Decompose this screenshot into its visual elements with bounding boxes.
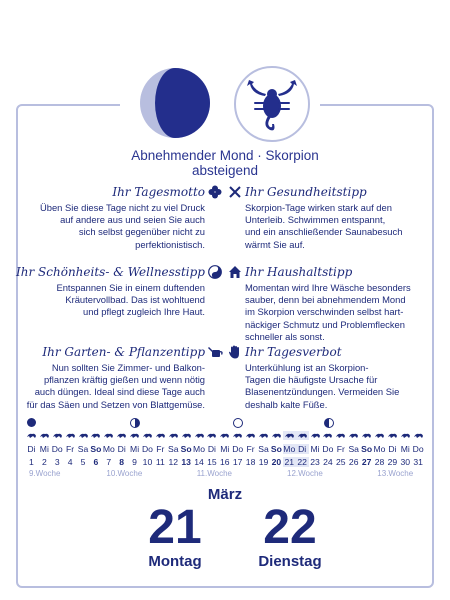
weekday-label: Di: [27, 444, 36, 454]
date-label: 15: [207, 457, 217, 467]
date-label: 5: [80, 457, 86, 467]
weekday-label: Mi: [220, 444, 230, 454]
weekday-label: Fr: [246, 444, 255, 454]
date-label: 21: [284, 457, 295, 467]
zodiac-symbol-icon: [154, 431, 167, 440]
weekday-label: Do: [141, 444, 153, 454]
date-label: 3: [54, 457, 60, 467]
weekday-label: So: [90, 444, 102, 454]
month-name: März: [207, 486, 243, 503]
house-icon: [228, 265, 242, 284]
weekday-label: Fr: [66, 444, 75, 454]
date-label: 8: [119, 457, 125, 467]
date-label: 2: [41, 457, 47, 467]
date-label: 29: [387, 457, 398, 467]
zodiac-symbol-icon: [115, 431, 128, 440]
day-name-left: Montag: [148, 553, 202, 570]
weekday-label: Di: [207, 444, 216, 454]
weekday-label: Do: [322, 444, 334, 454]
gesundheit-title: Ihr Gesundheitstipp: [245, 185, 367, 199]
weekday-label: Sa: [348, 444, 359, 454]
weekday-label: Mo: [102, 444, 115, 454]
weekday-label: Sa: [167, 444, 179, 454]
zodiac-symbol-icon: [180, 431, 193, 440]
zodiac-symbol-icon: [231, 431, 244, 440]
zodiac-symbol-icon: [51, 431, 64, 440]
weekday-row: [25, 444, 425, 454]
clover-icon: [208, 185, 222, 204]
haushalt-title: Ihr Haushaltstipp: [245, 265, 353, 279]
schoenheit-title: Ihr Schönheits- & Wellnesstipp: [16, 265, 205, 279]
date-label: 16: [220, 457, 230, 467]
zodiac-symbol-icon: [141, 431, 154, 440]
date-label: 20: [271, 457, 282, 467]
day-number-right: 22: [263, 501, 317, 554]
weekday-label: Mo: [193, 444, 205, 454]
weekday-label: Mi: [400, 444, 410, 454]
moon-sign-heading: Abnehmender Mond · Skorpion: [131, 148, 319, 163]
tagesmotto-text: Üben Sie diese Tage nicht zu viel Druck auf andere aus und seien Sie auch sich selbst gegenüber nicht zu perfektionistisch.: [39, 202, 205, 250]
zodiac-symbol-icon: [309, 431, 322, 440]
garten-text: Nun sollten Sie Zimmer- und Balkon- pflanzen kräftig gießen und wenn nötig auch düngen. Ideal sind diese Tage auch für das Säen und Setzen von Blattgemüse.: [26, 362, 205, 410]
date-label: 25: [336, 457, 346, 467]
zodiac-symbol-icon: [360, 431, 373, 440]
zodiac-symbol-icon: [167, 431, 180, 440]
watering-can-icon: [208, 345, 224, 364]
zodiac-symbol-icon: [128, 431, 141, 440]
weekday-label: Do: [412, 444, 424, 454]
date-label: 30: [400, 457, 411, 467]
date-label: 14: [194, 457, 204, 467]
date-label: 19: [258, 457, 269, 467]
date-label: 10: [142, 457, 153, 467]
date-row: [25, 457, 425, 467]
moon-phase-icon: [27, 418, 36, 427]
weekday-label: Sa: [77, 444, 89, 454]
weekday-label: Sa: [258, 444, 269, 454]
zodiac-symbol-icon: [373, 431, 386, 440]
date-label: 28: [374, 457, 385, 467]
haushalt-text: Momentan wird Ihre Wäsche besonders sauber, denn bei abnehmendem Mond im Skorpion verschwinden selbst hart- näckiger Schmutz und Problemflecken schneller als sonst.: [245, 282, 411, 342]
zodiac-symbol-icon: [386, 431, 399, 440]
garten-title: Ihr Garten- & Pflanzentipp: [42, 345, 205, 359]
date-label: 6: [93, 457, 99, 467]
day-name-right: Dienstag: [258, 553, 322, 570]
date-label: 31: [413, 457, 423, 467]
zodiac-symbol-icon: [347, 431, 360, 440]
verbot-text: Unterkühlung ist an Skorpion- Tagen die häufigste Ursache für Blasenentzündungen. Vermeiden Sie deshalb kalte Füße.: [245, 362, 400, 410]
weekday-label: Mi: [130, 444, 140, 454]
weekday-label: Mo: [373, 444, 386, 454]
weekday-label: Fr: [336, 444, 345, 454]
weekday-label: Do: [51, 444, 63, 454]
week-label: 12.Woche: [287, 469, 323, 478]
zodiac-symbol-icon: [399, 431, 412, 440]
date-label: 22: [297, 457, 307, 467]
date-label: 11: [155, 457, 165, 467]
week-label: 10.Woche: [106, 469, 143, 478]
crossed-tools-icon: [228, 185, 242, 204]
zodiac-symbol-icon: [193, 431, 206, 440]
zodiac-symbol-icon: [270, 431, 283, 440]
date-label: 26: [348, 457, 359, 467]
zodiac-symbol-icon: [412, 431, 425, 440]
week-label: 11.Woche: [196, 469, 232, 478]
date-label: 27: [361, 457, 372, 467]
zodiac-symbol-icon: [296, 431, 309, 440]
date-label: 24: [323, 457, 333, 467]
weekday-label: Do: [232, 444, 244, 454]
tagesmotto-title: Ihr Tagesmotto: [112, 185, 205, 199]
date-label: 17: [232, 457, 243, 467]
date-label: 7: [106, 457, 112, 467]
weekday-label: Fr: [156, 444, 165, 454]
week-label: 9.Woche: [29, 469, 61, 478]
weekday-label: Mi: [310, 444, 320, 454]
zodiac-symbol-icon: [334, 431, 347, 440]
moon-direction: absteigend: [191, 163, 259, 178]
weekday-label: Mo: [283, 444, 296, 454]
zodiac-symbol-icon: [244, 431, 257, 440]
stop-hand-icon: [228, 345, 242, 364]
zodiac-symbol-icon: [257, 431, 270, 440]
zodiac-symbol-row: [25, 431, 425, 440]
weekday-label: So: [361, 444, 373, 454]
zodiac-symbol-icon: [321, 431, 334, 440]
scorpio-icon: [232, 64, 312, 144]
date-label: 13: [181, 457, 191, 467]
date-label: 18: [245, 457, 256, 467]
zodiac-symbol-icon: [218, 431, 231, 440]
zodiac-symbol-icon: [102, 431, 115, 440]
weekday-label: Mi: [39, 444, 49, 454]
date-label: 1: [29, 457, 34, 467]
zodiac-symbol-icon: [89, 431, 102, 440]
verbot-title: Ihr Tagesverbot: [245, 345, 342, 359]
weekday-label: So: [270, 444, 282, 454]
schoenheit-text: Entspannen Sie in einem duftenden Kräutervollbad. Das ist wohltuend und pflegt zugleich Ihre Haut.: [56, 282, 205, 318]
date-label: 4: [67, 457, 73, 467]
zodiac-symbol-icon: [77, 431, 90, 440]
waning-moon-icon: [138, 66, 212, 140]
yin-yang-icon: [208, 265, 222, 284]
weekday-label: Di: [296, 444, 309, 454]
gesundheit-text: Skorpion-Tage wirken stark auf den Unterleib. Schwimmen entspannt, und ein anschließender Saunabesuch wärmt Sie auf.: [245, 202, 403, 250]
day-number-left: 21: [148, 501, 202, 554]
zodiac-symbol-icon: [25, 431, 38, 440]
weekday-label: Di: [117, 444, 126, 454]
zodiac-symbol-icon: [38, 431, 51, 440]
zodiac-symbol-icon: [64, 431, 77, 440]
moon-phase-icon: [324, 418, 334, 428]
week-label: 13.Woche: [377, 469, 414, 478]
weekday-label: Di: [388, 444, 397, 454]
date-label: 9: [132, 457, 137, 467]
date-label: 12: [168, 457, 179, 467]
weekday-label: So: [180, 444, 192, 454]
zodiac-symbol-icon: [283, 431, 296, 440]
zodiac-symbol-icon: [205, 431, 218, 440]
date-label: 23: [310, 457, 320, 467]
